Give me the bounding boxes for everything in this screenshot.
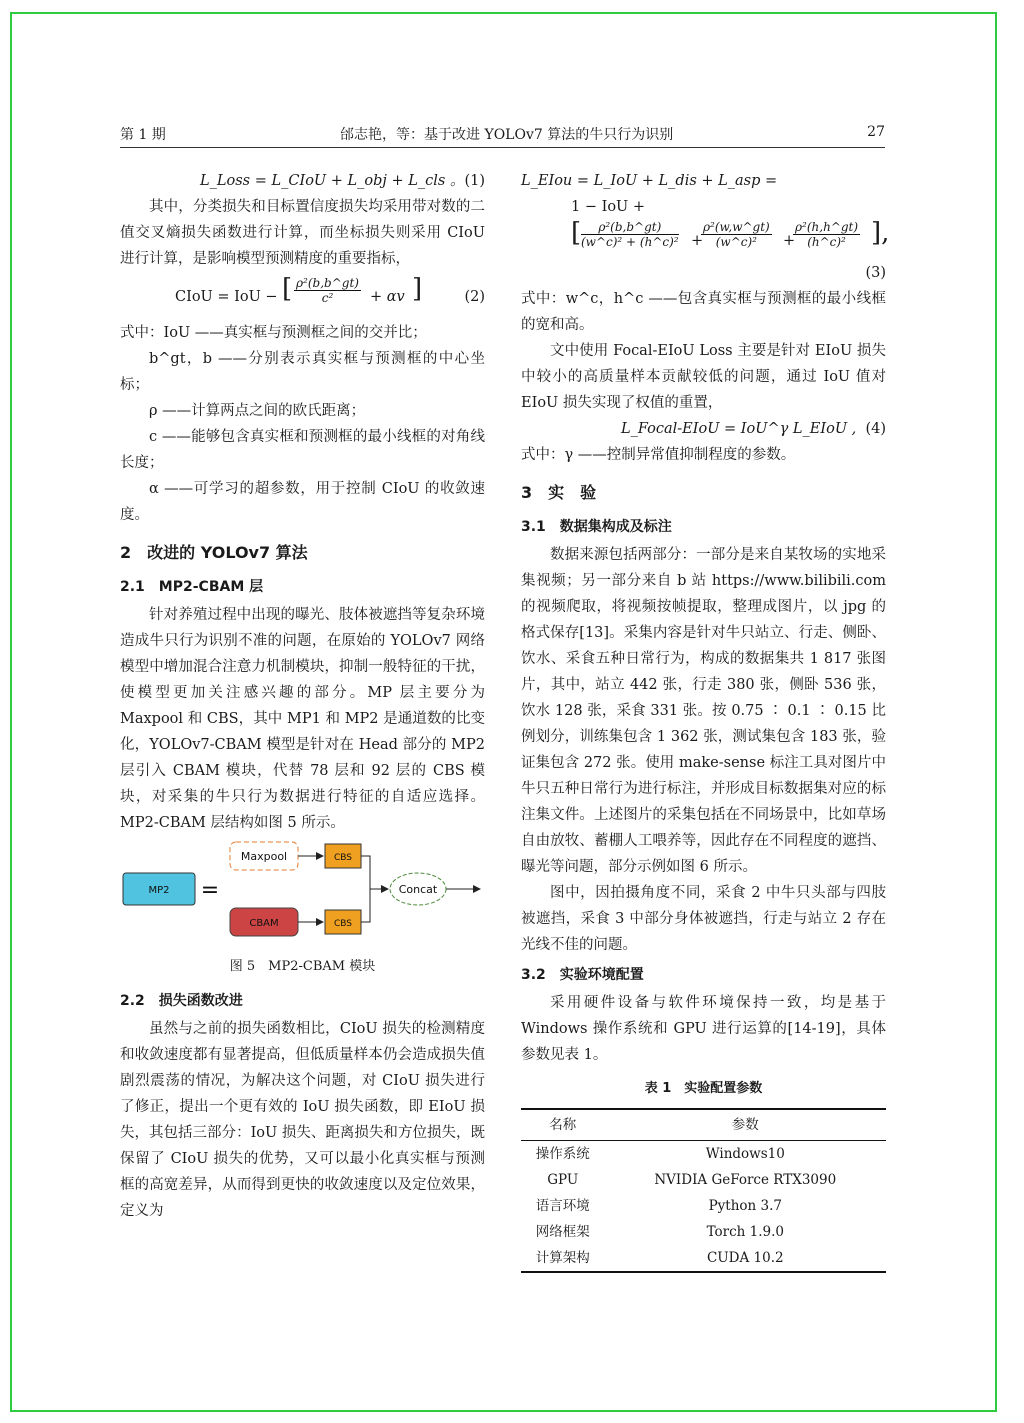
equation-1-number: (1) <box>464 173 485 189</box>
definition: ρ ——计算两点之间的欧氏距离； <box>149 403 366 419</box>
table-cell: Python 3.7 <box>708 1198 782 1214</box>
table-cell: GPU <box>547 1172 579 1188</box>
paragraph: 虽然与之前的损失函数相比，CIoU 损失的检测精度和收敛速度都有显著提高，但低质量样本仍会造成损失值剧烈震荡的情况，为解决这个问题，对 CIoU 损失进行了修正，提出一个更有效的 IoU 损失函数，即 EIoU 损失，其包括三部分：IoU 损失、距离损失和方位损失，既保留了 CIoU 损失的优势，又可以最小化真实框与预测框的高宽差异，从而得到更快的收敛速度以及定位效果，定义为 <box>120 1021 485 1219</box>
fig-concat-label: Concat <box>398 883 438 896</box>
denominator: (w^c)² <box>715 235 757 249</box>
issue-label: 第 1 期 <box>120 127 166 143</box>
table-cell: Windows10 <box>705 1146 785 1162</box>
equation-2-number: (2) <box>464 289 485 305</box>
equation-4-number: (4) <box>865 421 886 437</box>
definition: 式中：w^c，h^c ——包含真实框与预测框的最小线框的宽和高。 <box>521 291 886 333</box>
section-heading: 2 改进的 YOLOv7 算法 <box>120 543 308 562</box>
table-cell: Torch 1.9.0 <box>706 1224 784 1240</box>
equation-3-bracket <box>521 218 890 260</box>
paragraph: 针对养殖过程中出现的曝光、肢体被遮挡等复杂环境造成牛只行为识别不准的问题，在原始的 YOLOv7 网络模型中增加混合注意力机制模块，抑制一般特征的干扰，使模型更加关注感兴趣的部分。MP 层主要分为 Maxpool 和 CBS，其中 MP1 和 MP2 是通道数的比变化，YOLOv7-CBAM 模型是针对在 Head 部分的 MP2 层引入 CBAM 模块，代替 78 层和 92 层的 CBS 模块，对采集的牛只行为数据进行特征的自适应选择。MP2-CBAM 层结构如图 5 所示。 <box>120 607 485 831</box>
bracket-close: ] <box>412 274 423 304</box>
fig-mp2-label: MP2 <box>148 885 170 896</box>
numerator: ρ²(b,b^gt) <box>296 276 359 290</box>
table-row <box>521 1245 886 1272</box>
subsection-heading: 3.1 数据集构成及标注 <box>521 519 672 535</box>
fig-maxpool-label: Maxpool <box>240 850 288 863</box>
table-row <box>521 1219 886 1245</box>
equation-3-number: (3) <box>865 265 886 281</box>
table-header: 参数 <box>731 1117 759 1133</box>
paragraph: 其中，分类损失和目标置信度损失均采用带对数的二值交叉熵损失函数进行计算，而坐标损失则采用 CIoU 进行计算，是影响模型预测精度的重要指标， <box>120 199 485 267</box>
table-cell: 语言环境 <box>535 1198 590 1214</box>
left-column <box>120 168 485 1224</box>
fig-cbs1-label: CBS <box>333 853 353 863</box>
figure-5 <box>120 840 485 950</box>
running-header <box>120 124 885 146</box>
equation-3-number-row <box>521 260 886 286</box>
denominator: (h^c)² <box>807 235 846 249</box>
equation-3-term-1 <box>581 220 679 249</box>
equation-2-tail: + αv <box>370 289 405 305</box>
running-title: 邰志艳，等：基于改进 YOLOv7 算法的牛只行为识别 <box>340 127 674 143</box>
equation-1-body: L_Loss = L_CIoU + L_obj + L_cls 。 <box>200 173 465 189</box>
table-header: 名称 <box>549 1117 577 1133</box>
numerator: ρ²(w,w^gt) <box>703 220 770 234</box>
equation-2-fraction <box>294 276 361 305</box>
denominator: c² <box>321 291 334 305</box>
equation-3-line-2-text: 1 − IoU + <box>571 199 646 215</box>
paragraph: 文中使用 Focal-EIoU Loss 主要是针对 EIoU 损失中较小的高质量样本贡献较低的问题，通过 IoU 值对 EIoU 损失实现了权值的重置， <box>521 343 886 411</box>
page-number: 27 <box>867 124 885 140</box>
header-rule <box>120 147 885 148</box>
paragraph: 采用硬件设备与软件环境保持一致，均是基于 Windows 操作系统和 GPU 进行运算的[14-19]，具体参数见表 1。 <box>521 995 886 1063</box>
equation-4-body: L_Focal-EIoU = IoU^γ L_EIoU , <box>621 421 857 437</box>
figure-5-caption: 图 5 MP2-CBAM 模块 <box>229 959 376 974</box>
equation-3-line-1-text: L_EIou = L_IoU + L_dis + L_asp = <box>521 173 778 189</box>
section-heading: 3 实 验 <box>521 483 597 502</box>
fig-equal-sign: = <box>200 878 220 903</box>
bracket-open: [ <box>571 218 582 248</box>
table-cell: NVIDIA GeForce RTX3090 <box>654 1172 837 1188</box>
paragraph: 图中，因拍摄角度不同，采食 2 中牛只头部与四肢被遮挡，采食 3 中部分身体被遮挡，行走与站立 2 存在光线不佳的问题。 <box>521 885 886 953</box>
plus-sign: + <box>783 233 796 249</box>
fig-cbam-label: CBAM <box>249 918 279 929</box>
table-row <box>521 1141 886 1168</box>
table-cell: 计算架构 <box>535 1250 590 1266</box>
subsection-heading: 2.2 损失函数改进 <box>120 993 243 1009</box>
subsection-heading: 2.1 MP2-CBAM 层 <box>120 579 264 595</box>
definition: c ——能够包含真实框和预测框的最小线框的对角线长度； <box>120 429 485 471</box>
equation-3-line-1 <box>521 168 886 194</box>
numerator: ρ²(h,h^gt) <box>795 220 859 234</box>
table-cell: CUDA 10.2 <box>706 1250 784 1266</box>
bracket-open: [ <box>282 274 293 304</box>
definition: 式中：γ ——控制异常值抑制程度的参数。 <box>521 447 796 463</box>
table-cell: 操作系统 <box>535 1146 590 1162</box>
definition: b^gt，b ——分别表示真实框与预测框的中心坐标； <box>120 351 485 393</box>
paragraph: 数据来源包括两部分：一部分是来自某牧场的实地采集视频；另一部分来自 b 站 https://www.bilibili.com 的视频爬取，将视频按帧提取，整理成图片，以 jpg 的格式保存[13]。采集内容是针对牛只站立、行走、侧卧、饮水、采食五种日常行为，构成的数据集共 1 817 张图片，其中，站立 442 张，行走 380 张，侧卧 536 张，饮水 128 张，采食 331 张。按 0.75 ∶ 0.1 ∶ 0.15 比例划分，训练集包含 1 362 张，测试集包含 183 张，验证集包含 272 张。使用 make-sense 标注工具对图片中牛只五种日常行为进行标注，并形成目标数据集对应的标注集文件。上述图片的采集包括在不同场景中，比如草场自由放牧、蓄棚人工喂养等，因此存在不同程度的遮挡、曝光等问题，部分示例如图 6 所示。 <box>521 547 886 875</box>
subsection-heading: 3.2 实验环境配置 <box>521 967 644 983</box>
equation-1 <box>120 168 485 194</box>
equation-2-lhs: CIoU = IoU − <box>175 289 278 305</box>
equation-3-term-3 <box>793 220 860 249</box>
table-cell: 网络框架 <box>535 1224 590 1240</box>
bracket-close: ], <box>871 218 890 248</box>
equation-2 <box>120 276 485 316</box>
denominator: (w^c)² + (h^c)² <box>581 235 679 249</box>
figure-5-diagram <box>120 840 485 950</box>
table-row <box>521 1167 886 1193</box>
definition: 式中：IoU ——真实框与预测框之间的交并比； <box>120 325 427 341</box>
definition: α ——可学习的超参数，用于控制 CIoU 的收敛速度。 <box>120 481 485 523</box>
table-1-title: 表 1 实验配置参数 <box>644 1081 763 1096</box>
table-1 <box>521 1108 886 1273</box>
table-row <box>521 1193 886 1219</box>
equation-4 <box>521 416 886 442</box>
equation-3-line-2 <box>521 194 886 220</box>
numerator: ρ²(b,b^gt) <box>581 220 679 235</box>
plus-sign: + <box>691 233 704 249</box>
right-column <box>521 168 890 1273</box>
equation-3-term-2 <box>701 220 772 249</box>
table-header-row <box>521 1109 886 1141</box>
fig-cbs2-label: CBS <box>333 919 353 929</box>
